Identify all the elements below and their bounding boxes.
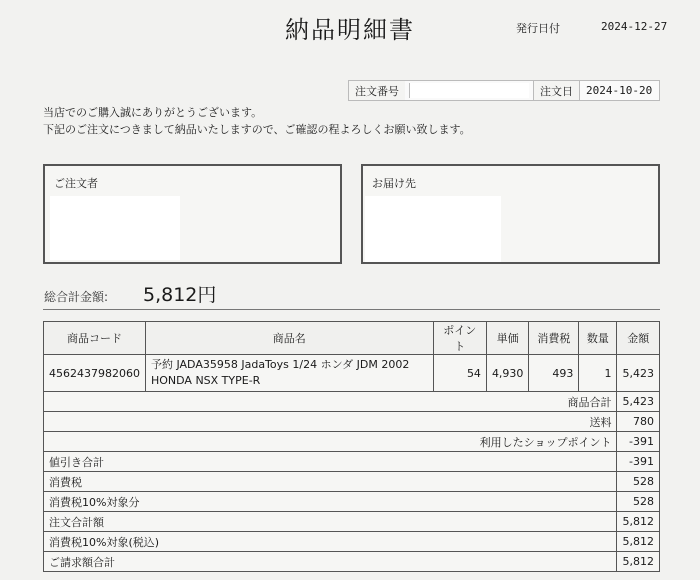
col-header-amount: 金額 (617, 322, 660, 355)
summary-row-billing-total (44, 552, 660, 572)
shipping-fee-label: 送料 (44, 412, 617, 432)
taxed-total-value: 5,812 (617, 532, 660, 552)
items-table (43, 321, 660, 572)
summary-row-taxed-total (44, 532, 660, 552)
col-header-unit-price: 単価 (486, 322, 529, 355)
grand-total-label: 総合計金額: (44, 290, 109, 304)
billing-total-label: ご請求額合計 (44, 552, 617, 572)
greeting-line-1: 当店でのご購入誠にありがとうございます。 (43, 106, 263, 119)
order-number-value (409, 83, 529, 98)
item-name: 予約 JADA35958 JadaToys 1/24 ホンダ JDM 2002 HONDA NSX TYPE-R (145, 355, 433, 392)
order-number-label: 注文番号 (349, 81, 405, 100)
item-code: 4562437982060 (44, 355, 146, 392)
subtotal-row-points (44, 432, 660, 452)
tax-target-value: 528 (617, 492, 660, 512)
orderer-label: ご注文者 (54, 177, 98, 190)
item-tax: 493 (529, 355, 579, 392)
billing-total-value: 5,812 (617, 552, 660, 572)
table-header-row (44, 322, 660, 355)
col-header-code: 商品コード (44, 322, 146, 355)
grand-total-value: 5,812円 (143, 284, 217, 306)
shipping-fee-value: 780 (617, 412, 660, 432)
discount-total-label: 値引き合計 (44, 452, 617, 472)
order-total-value: 5,812 (617, 512, 660, 532)
issue-date-label: 発行日付 (516, 22, 560, 35)
summary-row-order-total (44, 512, 660, 532)
subtotal-row-shipping (44, 412, 660, 432)
order-info-box (348, 80, 660, 101)
tax-value: 528 (617, 472, 660, 492)
col-header-tax: 消費税 (529, 322, 579, 355)
used-points-label: 利用したショップポイント (44, 432, 617, 452)
subtotal-label: 商品合計 (44, 392, 617, 412)
subtotal-row-products (44, 392, 660, 412)
summary-row-tax-target (44, 492, 660, 512)
used-points-value: -391 (617, 432, 660, 452)
issue-date-value: 2024-12-27 (601, 20, 668, 33)
item-unit-price: 4,930 (486, 355, 529, 392)
order-date-value: 2024-10-20 (579, 81, 658, 100)
orderer-box (43, 164, 342, 264)
subtotal-value: 5,423 (617, 392, 660, 412)
greeting-line-2: 下記のご注文につきまして納品いたしますので、ご確認の程よろしくお願い致します。 (43, 123, 471, 136)
taxed-total-label: 消費税10%対象(税込) (44, 532, 617, 552)
document-title: 納品明細書 (285, 16, 415, 44)
order-total-label: 注文合計額 (44, 512, 617, 532)
grand-total-underline (43, 309, 660, 310)
table-row (44, 355, 660, 392)
order-date-label: 注文日 (533, 81, 579, 100)
col-header-qty: 数量 (579, 322, 617, 355)
orderer-redacted-area (50, 196, 180, 260)
shipping-label: お届け先 (372, 177, 416, 190)
discount-total-value: -391 (617, 452, 660, 472)
tax-label: 消費税 (44, 472, 617, 492)
col-header-name: 商品名 (145, 322, 433, 355)
tax-target-label: 消費税10%対象分 (44, 492, 617, 512)
item-points: 54 (433, 355, 486, 392)
summary-row-tax (44, 472, 660, 492)
shipping-box (361, 164, 660, 264)
summary-row-discount (44, 452, 660, 472)
shipping-redacted-area (365, 196, 501, 262)
item-amount: 5,423 (617, 355, 660, 392)
item-qty: 1 (579, 355, 617, 392)
col-header-points: ポイント (433, 322, 486, 355)
